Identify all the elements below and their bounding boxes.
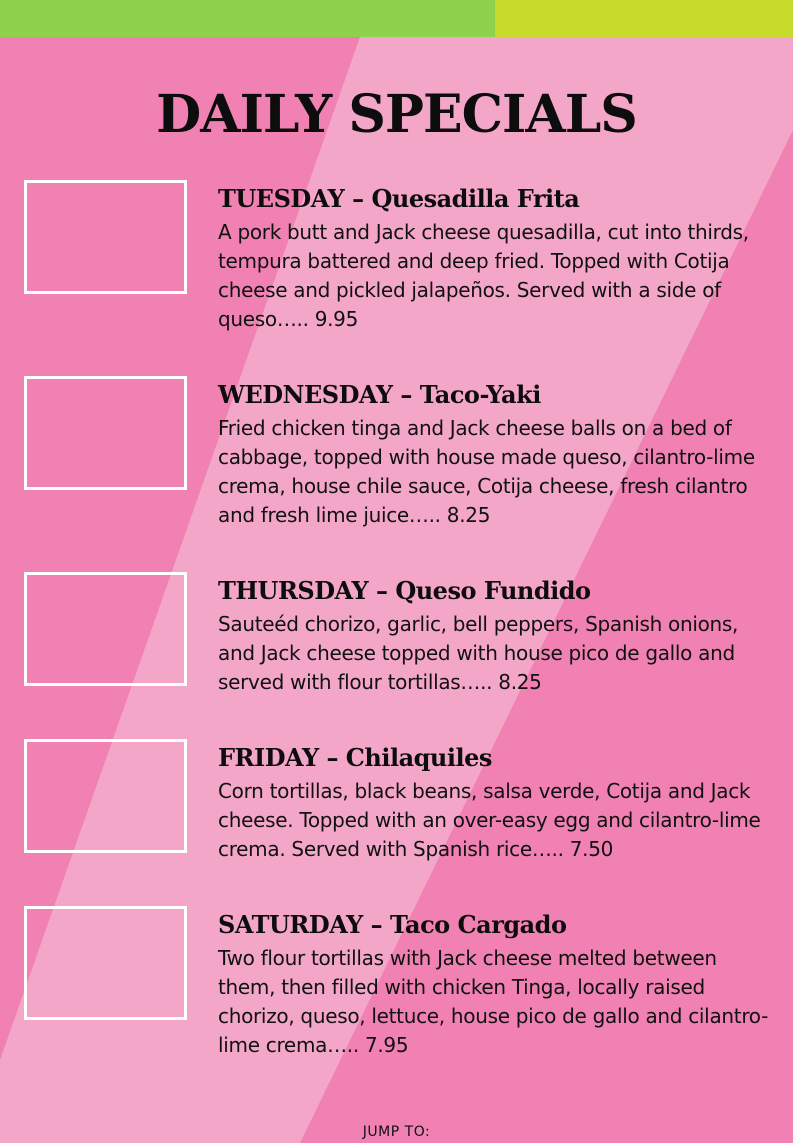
special-text-block [218, 184, 778, 334]
special-description: Fried chicken tinga and Jack cheese balls on a bed of cabbage, topped with house made queso, cilantro-lime crema, house chile sauce, Cotija cheese, fresh cilantro and fresh lime juice….. 8.25 [218, 416, 755, 527]
special-heading: THURSDAY – Queso Fundido [218, 576, 591, 605]
special-text-block [218, 380, 778, 530]
special-text-block [218, 576, 778, 697]
special-photo-placeholder [24, 180, 187, 294]
page-title: DAILY SPECIALS [156, 84, 637, 145]
special-text-block [218, 910, 778, 1060]
special-photo-placeholder [24, 739, 187, 853]
jump-to-label: JUMP TO: [362, 1124, 431, 1140]
special-photo-placeholder [24, 376, 187, 490]
special-heading: TUESDAY – Quesadilla Frita [218, 184, 580, 213]
special-photo-placeholder [24, 572, 187, 686]
special-heading: SATURDAY – Taco Cargado [218, 910, 567, 939]
special-description: A pork butt and Jack cheese quesadilla, cut into thirds, tempura battered and deep fried. Topped with Cotija cheese and pickled jalapeños. Served with a side of queso….. 9.95 [218, 220, 749, 331]
special-description: Corn tortillas, black beans, salsa verde, Cotija and Jack cheese. Topped with an over-easy egg and cilantro-lime crema. Served with Spanish rice….. 7.50 [218, 779, 761, 861]
special-photo-placeholder [24, 906, 187, 1020]
special-description: Sauteéd chorizo, garlic, bell peppers, Spanish onions, and Jack cheese topped with house pico de gallo and served with flour tortillas….. 8.25 [218, 612, 739, 694]
special-text-block [218, 743, 778, 864]
special-description: Two flour tortillas with Jack cheese melted between them, then filled with chicken Tinga, locally raised chorizo, queso, lettuce, house pico de gallo and cilantro-lime crema….. 7.95 [218, 946, 769, 1057]
special-heading: WEDNESDAY – Taco-Yaki [218, 380, 541, 409]
special-heading: FRIDAY – Chilaquiles [218, 743, 492, 772]
